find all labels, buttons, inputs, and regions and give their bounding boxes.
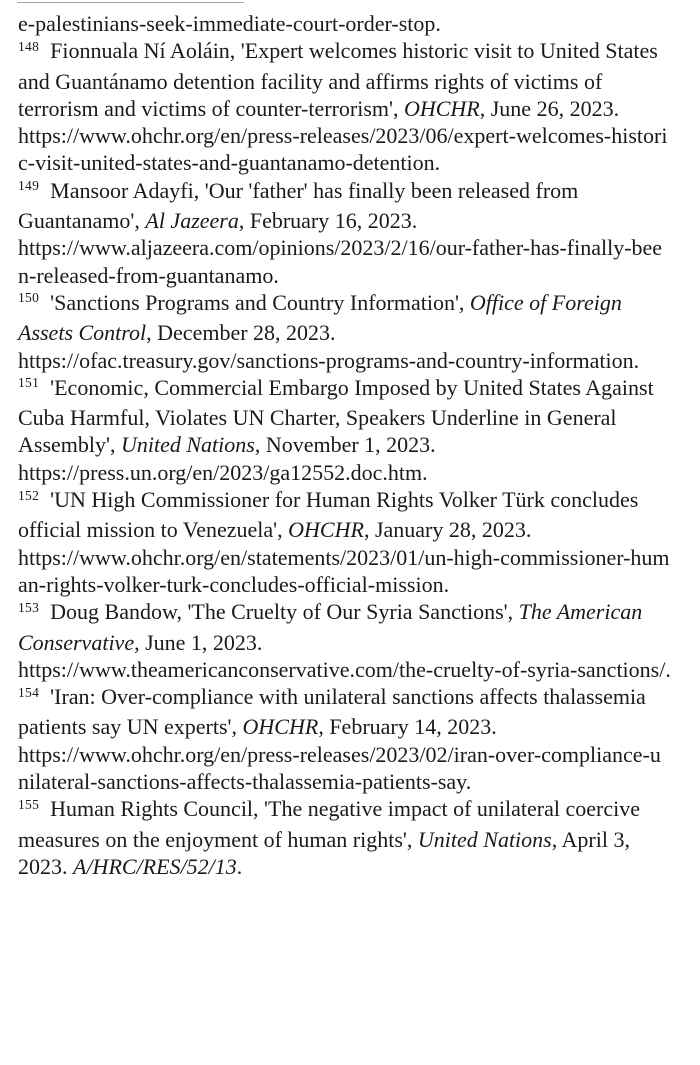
text-segment: c-visit-united-states-and-guantanamo-detention. (18, 150, 441, 176)
text-line (18, 516, 682, 543)
text-segment: Doug Bandow, 'The Cruelty of Our Syria Sanctions', (39, 599, 519, 625)
text-segment: official mission to Venezuela', (18, 517, 289, 543)
text-segment: https://www.ohchr.org/en/statements/2023/01/un-high-commissioner-hum (18, 544, 670, 570)
text-line (18, 289, 682, 319)
text-line (18, 629, 682, 656)
text-segment: an-rights-volker-turk-concludes-official-mission. (18, 571, 450, 597)
text-segment: Fionnuala Ní Aoláin, 'Expert welcomes historic visit to United States (39, 38, 658, 64)
url-line (18, 544, 682, 571)
italic-source-name: OHCHR (242, 714, 319, 740)
text-line (18, 262, 682, 289)
text-line (18, 37, 682, 67)
text-segment: Guantanamo', (18, 208, 146, 234)
text-segment: n-released-from-guantanamo. (18, 262, 279, 288)
text-line (18, 404, 682, 431)
text-line (18, 10, 682, 37)
text-line (18, 795, 682, 825)
text-line (18, 598, 682, 628)
text-line (18, 713, 682, 740)
italic-source-name: Conservative (18, 629, 135, 655)
text-line (18, 149, 682, 176)
italic-source-name: United Nations (120, 432, 255, 458)
italic-source-name: Office of Foreign (469, 289, 622, 315)
text-segment: e-palestinians-seek-immediate-court-order-stop. (18, 11, 441, 36)
text-segment: Mansoor Adayfi, 'Our 'father' has finally been released from (39, 177, 579, 203)
text-line (18, 68, 682, 95)
italic-source-name: Assets Control (18, 320, 147, 346)
italic-source-name: OHCHR (403, 95, 480, 121)
url-line (18, 656, 682, 683)
text-segment: , June 1, 2023. (134, 629, 263, 655)
footnote-number: 153 (18, 599, 40, 615)
footnotes-list (18, 10, 682, 880)
url-line (18, 234, 682, 261)
footnote-154 (18, 683, 682, 795)
footnote-153 (18, 598, 682, 683)
text-line (18, 207, 682, 234)
text-segment: 'Sanctions Programs and Country Information', (39, 289, 470, 315)
footnote-number: 152 (18, 487, 40, 503)
footnote-number: 150 (18, 290, 40, 306)
text-segment: , November 1, 2023. (254, 432, 436, 458)
url-line (18, 347, 682, 374)
text-segment: , April 3, (551, 826, 630, 852)
italic-source-name: The American (518, 599, 643, 625)
italic-source-name: A/HRC/RES/52/13 (73, 853, 237, 879)
text-line (18, 826, 682, 853)
text-segment: Assembly', (18, 432, 121, 458)
footnote-url-continuation (18, 10, 682, 37)
footnote-151 (18, 374, 682, 486)
text-segment: https://www.aljazeera.com/opinions/2023/2/16/our-father-has-finally-bee (18, 235, 663, 261)
text-segment: 'Economic, Commercial Embargo Imposed by United States Against (39, 374, 654, 400)
text-segment: Cuba Harmful, Violates UN Charter, Speakers Underline in General (18, 405, 617, 431)
text-segment: https://press.un.org/en/2023/ga12552.doc.htm. (18, 459, 428, 485)
text-segment: , February 16, 2023. (238, 208, 418, 234)
text-segment: Human Rights Council, 'The negative impact of unilateral coercive (39, 796, 640, 822)
url-line (18, 122, 682, 149)
text-segment: 'UN High Commissioner for Human Rights Volker Türk concludes (39, 487, 639, 513)
footnote-155 (18, 795, 682, 880)
footnote-148 (18, 37, 682, 176)
text-line (18, 853, 682, 880)
footnote-number: 155 (18, 796, 40, 812)
footnote-number: 149 (18, 178, 40, 194)
text-segment: . (236, 853, 243, 879)
text-segment: terrorism and victims of counter-terrorism', (18, 95, 404, 121)
text-line (18, 177, 682, 207)
text-segment: , January 28, 2023. (363, 517, 532, 543)
footnote-separator-line (17, 2, 244, 3)
text-line (18, 319, 682, 346)
text-segment: measures on the enjoyment of human rights', (18, 826, 418, 852)
text-segment: https://www.theamericanconservative.com/the-cruelty-of-syria-sanctions/. (18, 656, 671, 682)
footnote-152 (18, 486, 682, 598)
text-line (18, 374, 682, 404)
url-line (18, 459, 682, 486)
text-segment: , June 26, 2023. (479, 95, 620, 121)
footnote-number: 151 (18, 375, 40, 391)
italic-source-name: OHCHR (288, 517, 364, 543)
text-segment: , February 14, 2023. (318, 714, 497, 740)
text-segment: https://www.ohchr.org/en/press-releases/2023/02/iran-over-compliance-u (18, 741, 661, 767)
text-segment: https://www.ohchr.org/en/press-releases/2023/06/expert-welcomes-histori (18, 123, 668, 149)
text-segment: patients say UN experts', (18, 714, 243, 740)
text-line (18, 95, 682, 122)
url-line (18, 741, 682, 768)
text-line (18, 431, 682, 458)
footnote-number: 148 (18, 38, 40, 54)
text-segment: 2023. (18, 853, 73, 879)
text-segment: 'Iran: Over-compliance with unilateral sanctions affects thalassemia (39, 684, 646, 710)
footnote-149 (18, 177, 682, 289)
text-line (18, 683, 682, 713)
text-line (18, 768, 682, 795)
text-line (18, 486, 682, 516)
footnote-150 (18, 289, 682, 374)
text-segment: and Guantánamo detention facility and affirms rights of victims of (18, 68, 603, 94)
footnote-number: 154 (18, 684, 40, 700)
italic-source-name: Al Jazeera (145, 208, 239, 234)
text-segment: nilateral-sanctions-affects-thalassemia-patients-say. (18, 769, 472, 795)
italic-source-name: United Nations (417, 826, 552, 852)
text-segment: , December 28, 2023. (146, 320, 336, 346)
text-segment: https://ofac.treasury.gov/sanctions-programs-and-country-information. (18, 347, 640, 373)
text-line (18, 571, 682, 598)
